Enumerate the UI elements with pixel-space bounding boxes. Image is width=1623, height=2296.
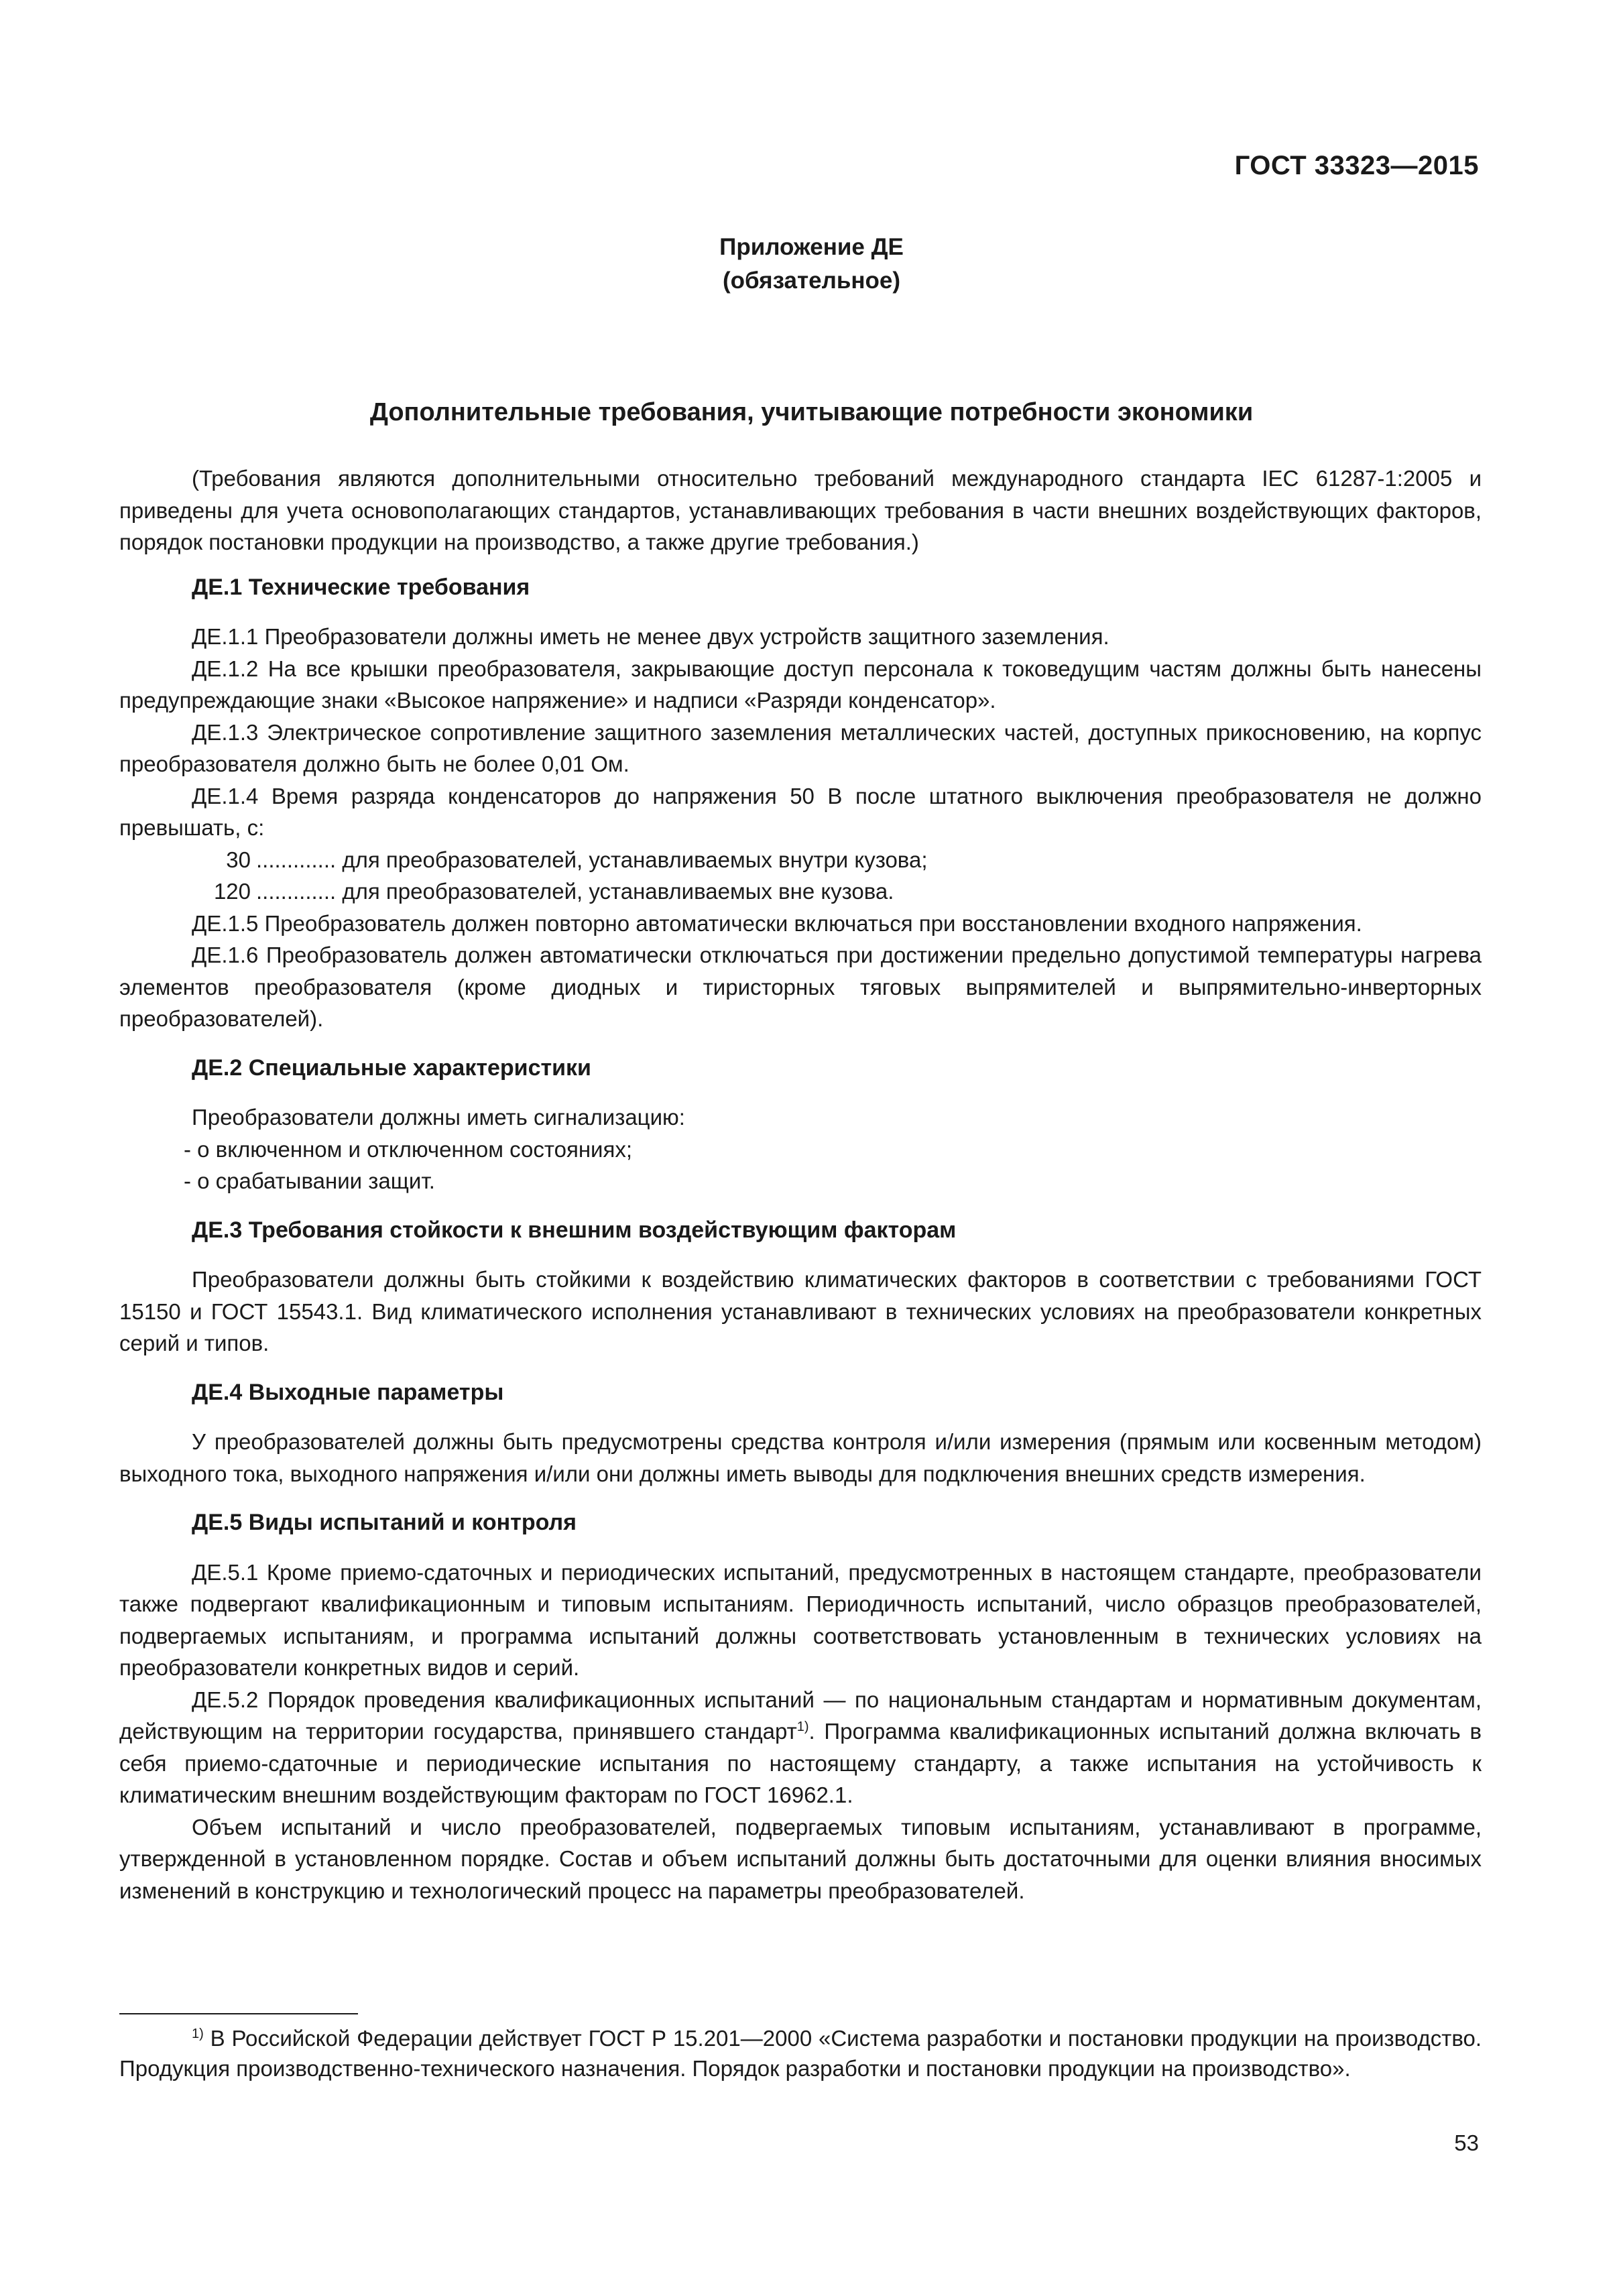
intro-paragraph: (Требования являются дополнительными относительно требований международного стандарта IEC 61287-1:2005 и приведены для учета основополагающих стандартов, устанавливающих требования в части внешних воздействующих факторов, порядок постановки продукции на производство, а также другие требования.) <box>119 466 1482 554</box>
dash-list-item: - о включенном и отключенном состояниях; <box>184 1136 633 1162</box>
document-title: Дополнительные требования, учитывающие потребности экономики <box>369 398 1254 426</box>
footnote-text: В Российской Федерации действует ГОСТ Р 15.201—2000 «Система разработки и постановки продукции на производство. Продукция производственно-технического назначения. Порядок разработки и постановки продукции на производство». <box>119 2026 1482 2081</box>
list-item <box>119 844 1482 876</box>
list-item-text: ............. для преобразователей, устанавливаемых внутри кузова; <box>256 847 928 872</box>
paragraph-de5-3: Объем испытаний и число преобразователей, подвергаемых типовым испытаниям, устанавливают в программе, утвержденной в установленном порядке. Состав и объем испытаний должны быть достаточными для оценки влияния вносимых изменений в конструкцию и технологический процесс на параметры преобразователей. <box>119 1814 1482 1903</box>
paragraph-de5-2-end: . Программа квалификационных испытаний должна включать в себя приемо-сдаточные и периодические испытания по настоящему стандарту, а также испытания на устойчивость к климатическим внешним воздействующим факторам по ГОСТ 16962.1. <box>119 1719 1482 1807</box>
list-item-value: 30 <box>226 847 251 872</box>
section-heading-de3: ДЕ.3 Требования стойкости к внешним воздействующим факторам <box>192 1217 957 1243</box>
section-heading-de2: ДЕ.2 Специальные характеристики <box>192 1054 591 1081</box>
paragraph-de1-6: ДЕ.1.6 Преобразователь должен автоматически отключаться при достижении предельно допустимой температуры нагрева элементов преобразователя (кроме диодных и тиристорных тяговых выпрямителей и выпрямительно-инверторных преобразователей). <box>119 943 1482 1031</box>
footnote-divider <box>119 2013 358 2014</box>
paragraph-de4-1: У преобразователей должны быть предусмотрены средства контроля и/или измерения (прямым или косвенным методом) выходного тока, выходного напряжения и/или они должны иметь выводы для подключения внешних средств измерения. <box>119 1429 1482 1486</box>
footnote <box>119 2023 1482 2083</box>
paragraph-de2-1: Преобразователи должны иметь сигнализацию: <box>192 1105 685 1130</box>
paragraph-de1-2: ДЕ.1.2 На все крышки преобразователя, закрывающие доступ персонала к токоведущим частям должны быть нанесены предупреждающие знаки «Высокое напряжение» и надписи «Разряди конденсатор». <box>119 656 1482 713</box>
list-item-text: ............. для преобразователей, устанавливаемых вне кузова. <box>256 879 894 904</box>
paragraph-de1-1: ДЕ.1.1 Преобразователи должны иметь не менее двух устройств защитного заземления. <box>192 624 1109 649</box>
dash-list-item: - о срабатывании защит. <box>184 1168 435 1193</box>
paragraph-de5-1: ДЕ.5.1 Кроме приемо-сдаточных и периодических испытаний, предусмотренных в настоящем стандарте, преобразователи также подвергают квалификационным и типовым испытаниям. Периодичность испытаний, число образцов преобразователей, подвергаемых испытаниям, и программа испытаний должны соответствовать установленным в технических условиях на преобразователи конкретных видов и серий. <box>119 1559 1482 1680</box>
paragraph-de1-3: ДЕ.1.3 Электрическое сопротивление защитного заземления металлических частей, доступных прикосновению, на корпус преобразователя должно быть не более 0,01 Ом. <box>119 719 1482 776</box>
page-number: 53 <box>1454 2130 1479 2155</box>
annex-heading <box>0 231 1623 298</box>
footnote-mark: 1) <box>192 2027 204 2041</box>
section-heading-de4: ДЕ.4 Выходные параметры <box>192 1379 504 1405</box>
annex-status: (обязательное) <box>722 267 900 294</box>
paragraph-de1-5: ДЕ.1.5 Преобразователь должен повторно автоматически включаться при восстановлении входного напряжения. <box>192 910 1362 936</box>
paragraph-de5-2 <box>119 1684 1482 1811</box>
footnote-reference[interactable]: 1) <box>796 1719 809 1734</box>
section-heading-de5: ДЕ.5 Виды испытаний и контроля <box>192 1510 577 1535</box>
annex-title: Приложение ДЕ <box>719 234 904 260</box>
paragraph-de3-1: Преобразователи должны быть стойкими к воздействию климатических факторов в соответствии с требованиями ГОСТ 15150 и ГОСТ 15543.1. Вид климатического исполнения устанавливают в технических условиях на преобразователи конкретных серий и типов. <box>119 1267 1482 1355</box>
list-item-value: 120 <box>213 879 251 904</box>
document-body <box>119 463 1482 1907</box>
section-heading-de1: ДЕ.1 Технические требования <box>192 574 530 600</box>
standard-number: ГОСТ 33323—2015 <box>1234 151 1479 180</box>
paragraph-de5-2-start: ДЕ.5.2 Порядок проведения квалификационных испытаний — по национальным стандартам и нормативным документам, действующим на территории государства, принявшего стандарт <box>119 1687 1482 1744</box>
paragraph-de1-4: ДЕ.1.4 Время разряда конденсаторов до напряжения 50 В после штатного выключения преобразователя не должно превышать, с: <box>119 783 1482 840</box>
list-item <box>119 875 1482 908</box>
